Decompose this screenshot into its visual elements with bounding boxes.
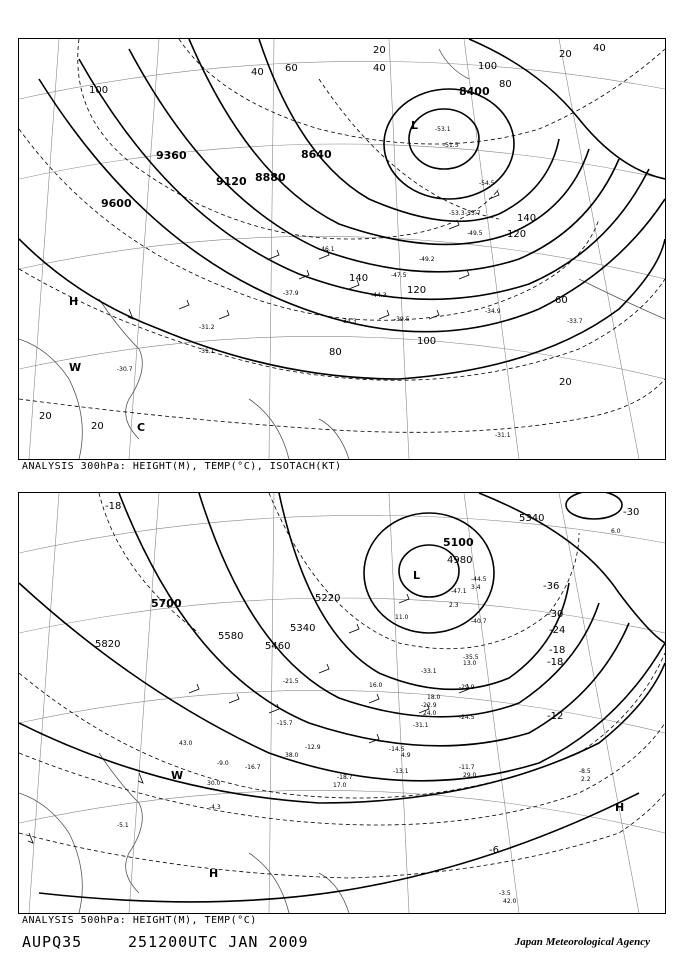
station-label: -31.1 xyxy=(413,722,429,729)
isotach-label: 20 xyxy=(39,411,52,422)
isotherm-lines xyxy=(19,493,665,878)
agency-name: Japan Meteorological Agency xyxy=(514,936,650,948)
height-label-5460: 5460 xyxy=(265,641,291,652)
temp-label: -44.3 xyxy=(371,292,387,299)
chart-id: AUPQ35 xyxy=(22,933,83,951)
temp-label: -31.1 xyxy=(495,432,511,439)
temp-label: -49.2 xyxy=(419,256,435,263)
height-label-5100: 5100 xyxy=(443,536,474,549)
station-label: -16.7 xyxy=(245,764,261,771)
temp-label: -34.3 xyxy=(341,318,357,325)
temp-label: -55.7 xyxy=(465,210,481,217)
valid-time: 251200UTC JAN 2009 xyxy=(128,933,309,951)
high-pressure-marker: H xyxy=(209,867,219,880)
station-label: -21.5 xyxy=(283,678,299,685)
station-label: -11.7 xyxy=(459,764,475,771)
map-500hpa xyxy=(18,492,666,914)
isotach-label: 80 xyxy=(329,347,342,358)
station-label: 17.0 xyxy=(333,782,347,789)
isotach-label: 120 xyxy=(507,229,527,240)
temp-label: -30.7 xyxy=(117,366,133,373)
caption-500hpa: ANALYSIS 500hPa: HEIGHT(M), TEMP(°C) xyxy=(22,915,257,926)
temp-label: -31.2 xyxy=(199,324,215,331)
station-label: -33.1 xyxy=(421,668,437,675)
height-label-5340: 5340 xyxy=(519,513,545,524)
high-pressure-marker: H xyxy=(615,801,625,814)
temp-label: -24 xyxy=(549,625,566,636)
temp-label: -30 xyxy=(623,507,640,518)
station-label: 4.9 xyxy=(401,752,411,759)
isotach-label: 140 xyxy=(349,273,369,284)
map-300hpa xyxy=(18,38,666,460)
station-label: -35.5 xyxy=(463,654,479,661)
graticule xyxy=(19,39,665,459)
station-label: -13.1 xyxy=(393,768,409,775)
height-label-9120: 9120 xyxy=(216,175,247,188)
height-label-5700: 5700 xyxy=(151,597,182,610)
low-pressure-marker: L xyxy=(413,569,421,582)
isotach-lines xyxy=(19,39,665,432)
temp-label: -54.5 xyxy=(479,180,495,187)
warm-marker: W xyxy=(171,769,184,782)
station-label: -29.9 xyxy=(459,684,475,691)
height-label-5340: 5340 xyxy=(290,623,316,634)
height-label-9360: 9360 xyxy=(156,149,187,162)
station-label: -18.7 xyxy=(337,774,353,781)
station-label: -22.9 xyxy=(421,702,437,709)
warm-marker: W xyxy=(69,361,82,374)
isotach-label: 60 xyxy=(555,295,568,306)
height-label-5820: 5820 xyxy=(95,639,121,650)
temp-label: -51.5 xyxy=(443,142,459,149)
station-label: -24.5 xyxy=(459,714,475,721)
isotach-label: 140 xyxy=(517,213,537,224)
station-label: -12.9 xyxy=(305,744,321,751)
graticule xyxy=(19,493,665,913)
map-300hpa-svg xyxy=(19,39,665,459)
station-label: 6.0 xyxy=(611,528,621,535)
station-label: 2.3 xyxy=(449,602,459,609)
station-label: 42.0 xyxy=(503,898,517,905)
temp-label: -53.1 xyxy=(435,126,451,133)
station-label: 11.0 xyxy=(395,614,409,621)
height-label-8400: 8400 xyxy=(459,85,490,98)
isotach-label: 40 xyxy=(373,63,386,74)
coastline xyxy=(19,753,349,913)
station-label: -40.7 xyxy=(471,618,487,625)
isotach-label: 100 xyxy=(417,336,437,347)
isotach-label: 80 xyxy=(499,79,512,90)
station-label: 38.0 xyxy=(285,752,299,759)
height-label-5220: 5220 xyxy=(315,593,341,604)
height-label-8880: 8880 xyxy=(255,171,286,184)
temp-label: -36 xyxy=(543,581,560,592)
isotach-label: 20 xyxy=(559,49,572,60)
caption-300hpa: ANALYSIS 300hPa: HEIGHT(M), TEMP(°C), ISOTACH(KT) xyxy=(22,461,342,472)
station-label: -3.5 xyxy=(499,890,511,897)
temp-label: -33.7 xyxy=(567,318,583,325)
station-label: 3.4 xyxy=(471,584,481,591)
station-label: -14.5 xyxy=(389,746,405,753)
temp-label: -34.9 xyxy=(485,308,501,315)
temp-label: -37.9 xyxy=(283,290,299,297)
station-label: -8.5 xyxy=(579,768,591,775)
height-label-8640: 8640 xyxy=(301,148,332,161)
isotach-label: 60 xyxy=(285,63,298,74)
isotach-label: 20 xyxy=(91,421,104,432)
station-label: 2.2 xyxy=(581,776,591,783)
temp-label: -53.3 xyxy=(449,210,465,217)
low-pressure-marker: L xyxy=(411,119,419,132)
temp-label: -18 xyxy=(549,645,566,656)
cold-marker: C xyxy=(137,421,146,434)
station-label: 30.0 xyxy=(207,780,221,787)
station-label: 24.0 xyxy=(423,710,437,717)
station-label: -47.1 xyxy=(451,588,467,595)
temp-label: -39.5 xyxy=(394,316,410,323)
station-label: 13.0 xyxy=(463,660,477,667)
temp-label: -18 xyxy=(547,657,564,668)
isotach-label: 100 xyxy=(478,61,498,72)
station-label: -9.0 xyxy=(217,760,229,767)
height-label-5580: 5580 xyxy=(218,631,244,642)
wind-barbs xyxy=(28,594,469,843)
temp-label: -18 xyxy=(105,501,122,512)
high-pressure-marker: H xyxy=(69,295,79,308)
temp-label: -49.5 xyxy=(467,230,483,237)
temp-label: -30 xyxy=(547,609,564,620)
station-label: 29.0 xyxy=(463,772,477,779)
temp-label: -31.1 xyxy=(199,348,215,355)
station-label: -4.3 xyxy=(209,804,221,811)
temp-label: -46.1 xyxy=(319,246,335,253)
temp-label: -12 xyxy=(547,711,564,722)
station-label: 43.0 xyxy=(179,740,193,747)
isotach-label: 120 xyxy=(407,285,427,296)
height-label-4980: 4980 xyxy=(447,555,473,566)
temp-label: -47.5 xyxy=(391,272,407,279)
station-label: -5.1 xyxy=(117,822,129,829)
height-label-9600: 9600 xyxy=(101,197,132,210)
map-500hpa-svg xyxy=(19,493,665,913)
isotach-label: 20 xyxy=(373,45,386,56)
height-contours xyxy=(19,493,665,902)
isotach-label: 100 xyxy=(89,85,109,96)
station-label: 18.0 xyxy=(427,694,441,701)
isotach-label: 40 xyxy=(251,67,264,78)
isotach-label: 40 xyxy=(593,43,606,54)
isotach-label: 20 xyxy=(559,377,572,388)
station-label: -44.5 xyxy=(471,576,487,583)
station-label: -15.7 xyxy=(277,720,293,727)
temp-label: -6 xyxy=(489,845,499,856)
station-label: 16.0 xyxy=(369,682,383,689)
